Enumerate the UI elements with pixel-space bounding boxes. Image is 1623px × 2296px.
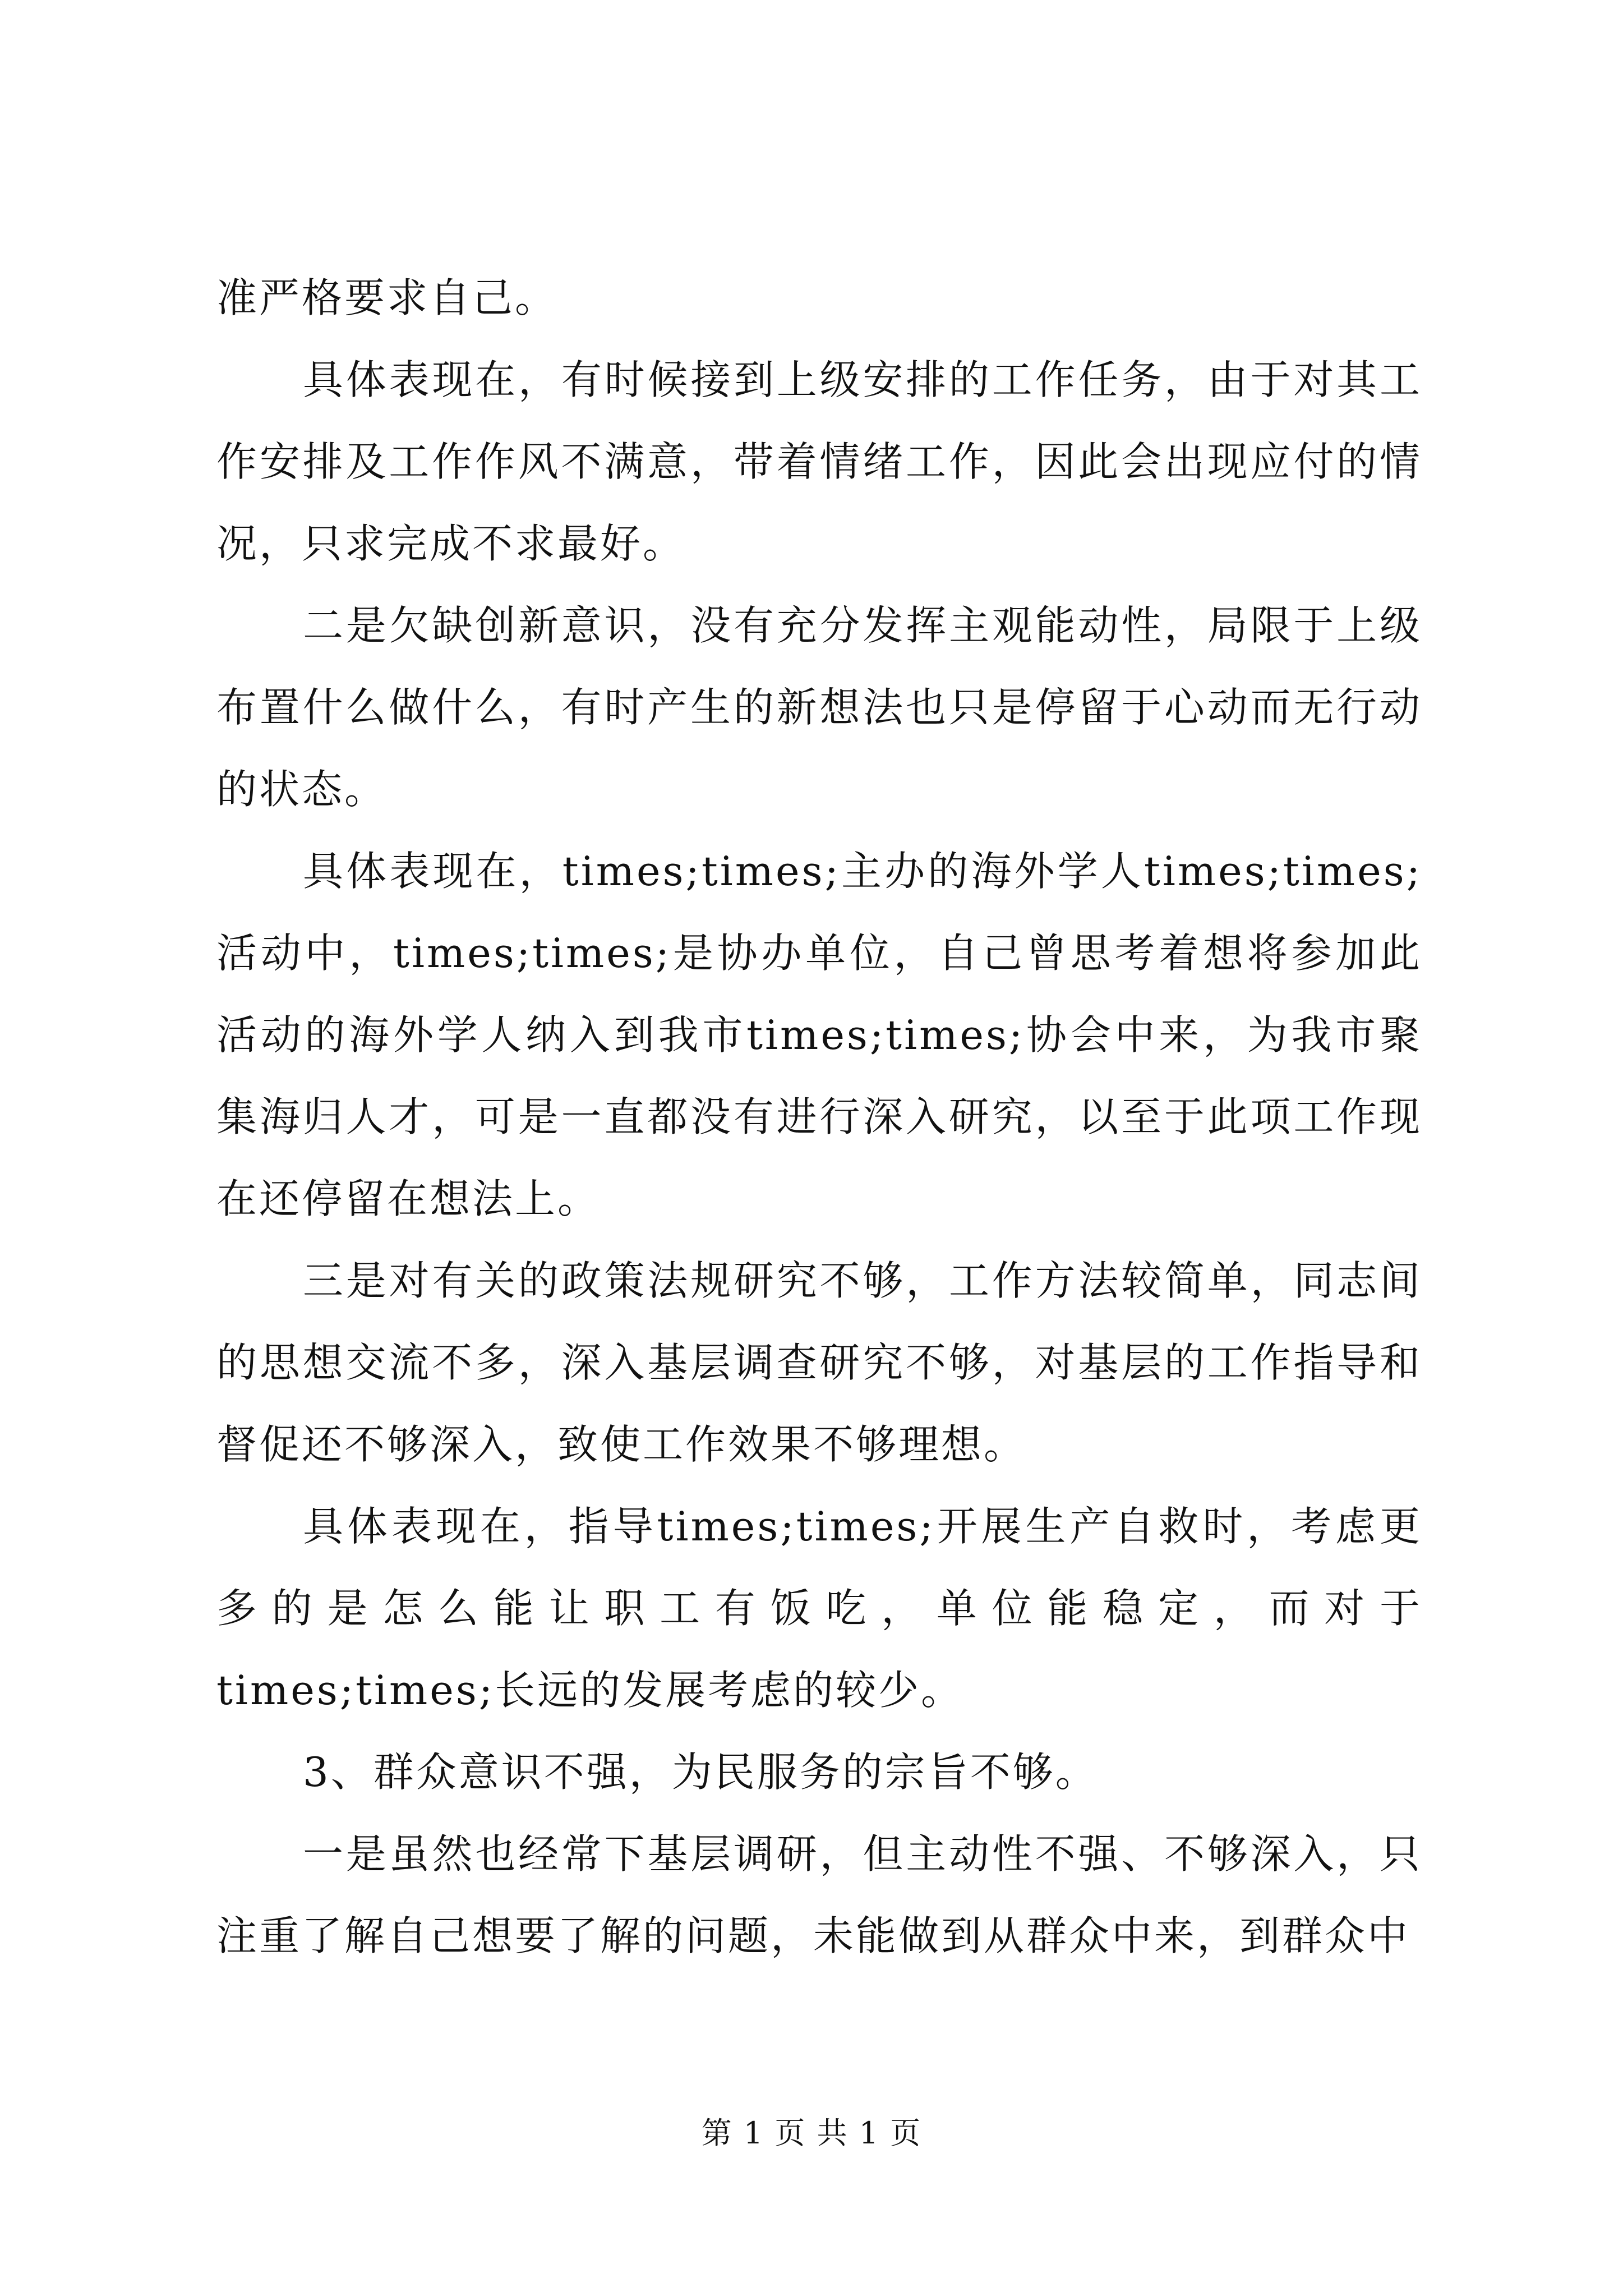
page-number-label: 第 1 页 共 1 页 [701, 2115, 922, 2151]
paragraph-2: 具体表现在，有时候接到上级安排的工作任务，由于对其工作安排及工作作风不满意，带着情绪工作，因此会出现应付的情况，只求完成不求最好。 [216, 356, 1422, 567]
paragraph-4: 具体表现在，times;times;主办的海外学人times;times;活动中，times;times;是协办单位，自己曾思考着想将参加此活动的海外学人纳入到我市times;times;协会中来，为我市聚集海归人才，可是一直都没有进行深入研究，以至于此项工作现在还停留在想法上。 [216, 848, 1422, 1222]
paragraph-6: 具体表现在，指导times;times;开展生产自救时，考虑更多的是怎么能让职工有饭吃，单位能稳定，而对于times;times;长远的发展考虑的较少。 [216, 1503, 1422, 1714]
paragraph-8: 一是虽然也经常下基层调研，但主动性不强、不够深入，只注重了解自己想要了解的问题，未能做到从群众中来，到群众中 [216, 1830, 1422, 1959]
paragraph-1: 准严格要求自己。 [216, 274, 558, 321]
page-footer [0, 2109, 1623, 2152]
paragraph-5: 三是对有关的政策法规研究不够，工作方法较简单，同志间的思想交流不多，深入基层调查研究不够，对基层的工作指导和督促还不够深入，致使工作效果不够理想。 [216, 1257, 1422, 1468]
document-body [216, 257, 1422, 1977]
paragraph-7: 3、群众意识不强，为民服务的宗旨不够。 [303, 1749, 1098, 1796]
paragraph-3: 二是欠缺创新意识，没有充分发挥主观能动性，局限于上级布置什么做什么，有时产生的新想法也只是停留于心动而无行动的状态。 [216, 602, 1422, 813]
